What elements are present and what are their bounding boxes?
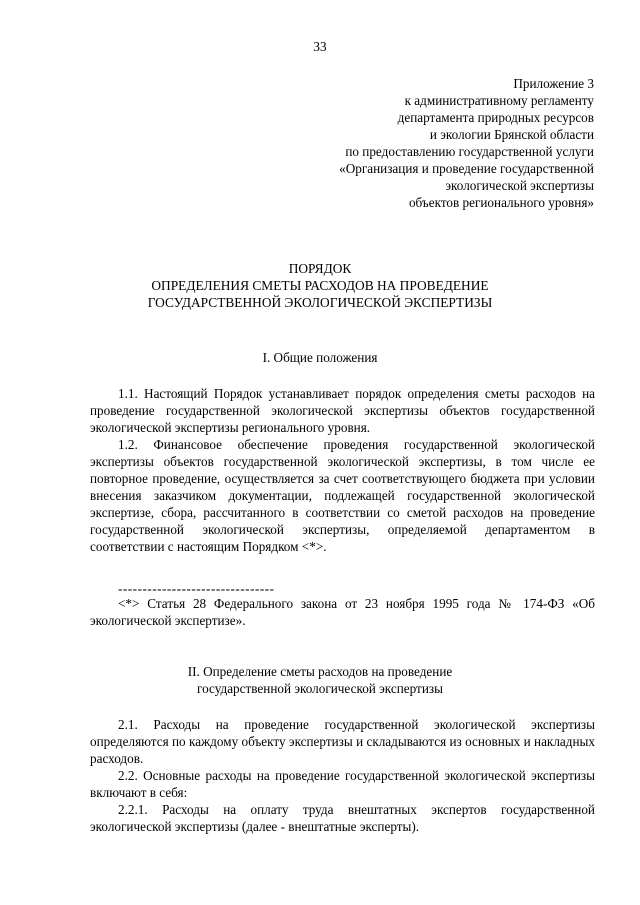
- paragraph-1-1: 1.1. Настоящий Порядок устанавливает порядок определения сметы расходов на проведение государственной экологической экспертизы объектов государственной экологической экспертизы регионального уровня.: [90, 386, 595, 435]
- appendix-line: Приложение 3: [513, 76, 594, 91]
- appendix-line: по предоставлению государственной услуги: [345, 144, 594, 159]
- section-2-heading-line: государственной экологической экспертизы: [197, 681, 443, 696]
- section-2-heading: [0, 663, 640, 697]
- section-1-heading-text: I. Общие положения: [262, 350, 378, 365]
- appendix-line: объектов регионального уровня»: [408, 195, 594, 210]
- document-title: [0, 260, 640, 311]
- appendix-line: к административному регламенту: [404, 93, 594, 108]
- paragraph-2-2-1: 2.2.1. Расходы на оплату труда внештатных экспертов государственной экологической экспертизы (далее - внештатные эксперты).: [90, 802, 595, 834]
- appendix-line: и экологии Брянской области: [429, 127, 594, 142]
- paragraph-2-1: 2.1. Расходы на проведение государственной экологической экспертизы определяются по каждому объекту экспертизы и складываются из основных и накладных расходов.: [90, 717, 595, 766]
- section-1-heading: [0, 349, 640, 366]
- section-2-heading-line: II. Определение сметы расходов на проведение: [187, 664, 453, 679]
- section-2-body: [90, 716, 595, 835]
- section-1-body: [90, 385, 595, 555]
- appendix-line: экологической экспертизы: [445, 178, 594, 193]
- footnote-separator: --------------------------------: [118, 581, 275, 596]
- appendix-line: департамента природных ресурсов: [397, 110, 594, 125]
- title-line: ПОРЯДОК: [288, 261, 352, 276]
- appendix-line: «Организация и проведение государственной: [339, 161, 594, 176]
- page-number: 33: [313, 39, 327, 54]
- paragraph-1-2: 1.2. Финансовое обеспечение проведения государственной экологической экспертизы объектов государственной экологической экспертизы, в том числе ее повторное проведение, осуществляется за счет соответствующего бюджета при условии внесения заказчиком документации, подлежащей государственной экологической экспертизе, сбора, рассчитанного в соответствии со сметой расходов на проведение государственной экологической экспертизы, определяемой департаментом в соответствии с настоящим Порядком <*>.: [90, 437, 595, 554]
- appendix-reference: [339, 75, 594, 211]
- footnote-text: <*> Статья 28 Федерального закона от 23 ноября 1995 года № 174-ФЗ «Об экологической экспертизе».: [90, 596, 595, 628]
- paragraph-2-2: 2.2. Основные расходы на проведение государственной экологической экспертизы включают в себя:: [90, 768, 595, 800]
- title-line: ГОСУДАРСТВЕННОЙ ЭКОЛОГИЧЕСКОЙ ЭКСПЕРТИЗЫ: [147, 295, 493, 310]
- title-line: ОПРЕДЕЛЕНИЯ СМЕТЫ РАСХОДОВ НА ПРОВЕДЕНИЕ: [151, 278, 489, 293]
